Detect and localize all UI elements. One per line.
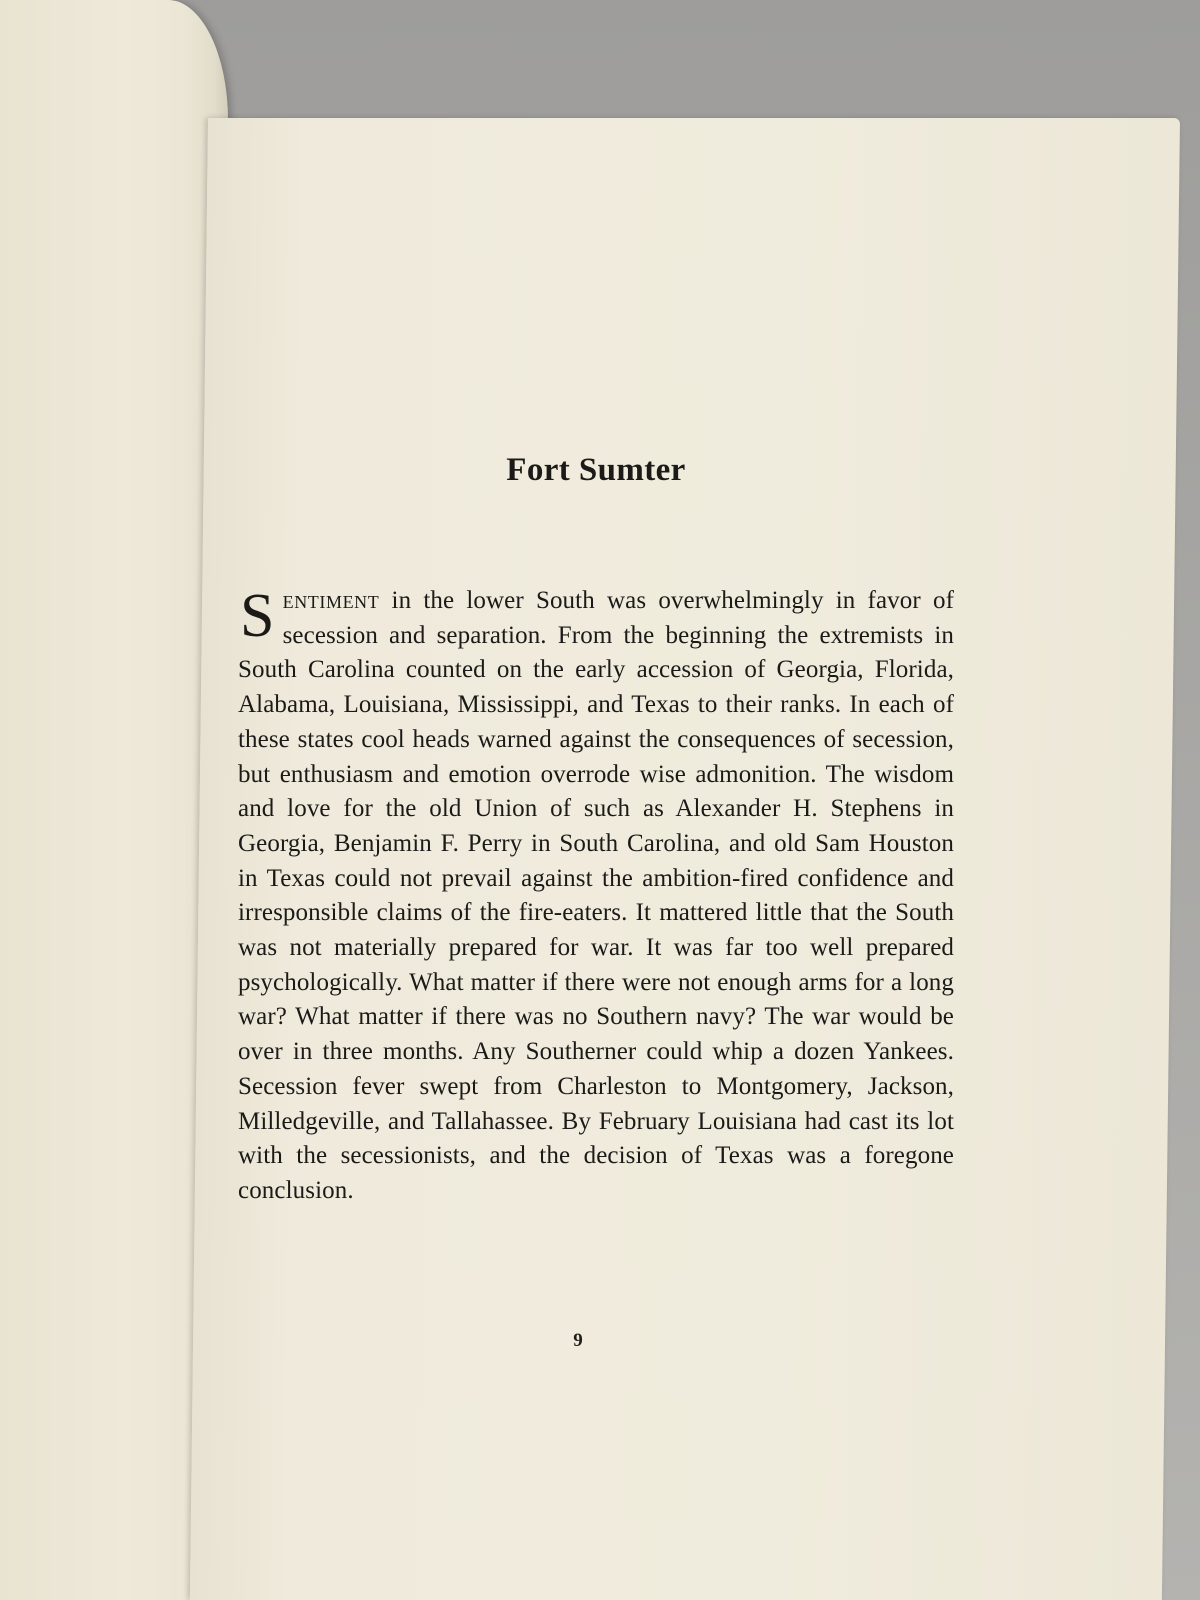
body-text: in the lower South was overwhelmingly in favor of secession and separation. From the beginning the extremists in South Carolina counted on the early accession of Georgia, Florida, Alabama, Louisiana, Mississippi, and Texas to their ranks. In each of these states cool heads warned against the consequences of secession, but enthusiasm and emotion overrode wise admonition. The wisdom and love for the old Union of such as Alexander H. Stephens in Georgia, Benjamin F. Perry in South Carolina, and old Sam Houston in Texas could not prevail against the ambition-fired confidence and irresponsible claims of the fire-eaters. It mattered little that the South was not materially prepared for war. It was far too well prepared psychologically. What matter if there were not enough arms for a long war? What matter if there was no Southern navy? The war would be over in three months. Any Southerner could whip a dozen Yankees. Secession fever swept from Charleston to Montgomery, Jackson, Milledgeville, and Tallahassee. By February Louisiana had cast its lot with the secessionists, and the decision of Texas was a foregone conclusion.: [238, 587, 954, 1204]
body-paragraph: [238, 584, 954, 1209]
page-content: [238, 440, 954, 1234]
opening-small-caps: entiment: [282, 587, 380, 614]
chapter-title: Fort Sumter: [506, 452, 686, 488]
page-number: 9: [573, 1330, 583, 1351]
drop-cap: S: [240, 582, 275, 650]
